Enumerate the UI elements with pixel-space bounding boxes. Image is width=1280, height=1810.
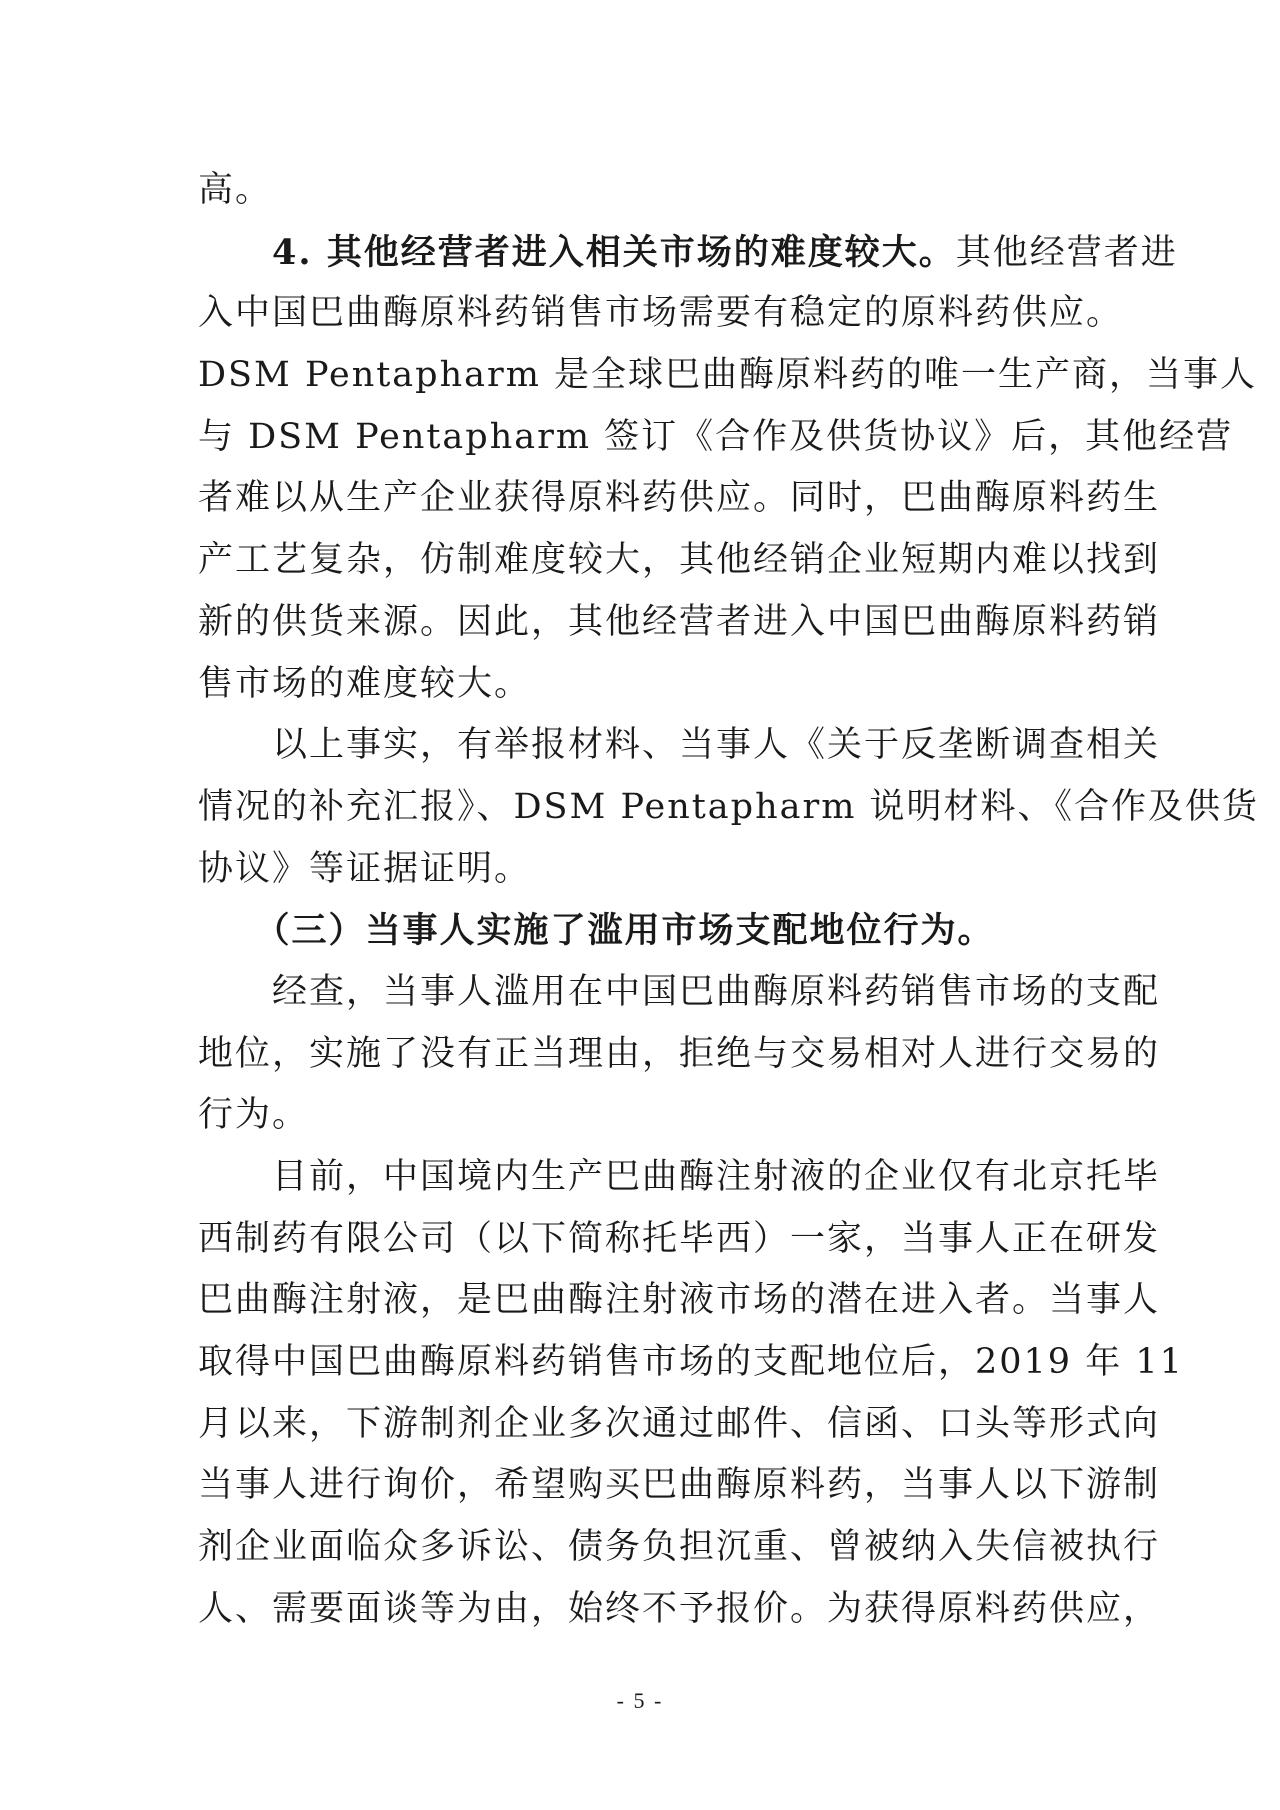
text-line: DSM Pentapharm 是全球巴曲酶原料药的唯一生产商，当事人: [198, 355, 1258, 396]
text-line: 地位，实施了没有正当理由，拒绝与交易相对人进行交易的: [198, 1033, 1161, 1074]
text-line: 入中国巴曲酶原料药销售市场需要有稳定的原料药供应。: [198, 293, 1124, 334]
bold-heading-segment: 4. 其他经营者进入相关市场的难度较大。: [198, 231, 956, 273]
text-line: 西制药有限公司（以下简称托毕西）一家，当事人正在研发: [198, 1218, 1161, 1259]
text-line: 情况的补充汇报》、DSM Pentapharm 说明材料、《合作及供货: [198, 786, 1260, 827]
body-text: [198, 160, 1260, 1641]
text-line: 剂企业面临众多诉讼、债务负担沉重、曾被纳入失信被执行: [198, 1527, 1161, 1568]
text-line: 取得中国巴曲酶原料药销售市场的支配地位后，2019 年 11: [198, 1342, 1184, 1383]
text-line: 新的供货来源。因此，其他经营者进入中国巴曲酶原料药销: [198, 601, 1161, 642]
page-number: - 5 -: [616, 1688, 664, 1713]
text-line: 巴曲酶注射液，是巴曲酶注射液市场的潜在进入者。当事人: [198, 1280, 1161, 1321]
text-line: 与 DSM Pentapharm 签订《合作及供货协议》后，其他经营: [198, 416, 1234, 457]
text-line: 经查，当事人滥用在中国巴曲酶原料药销售市场的支配: [198, 971, 1161, 1012]
text-line: 行为。: [198, 1095, 310, 1136]
text-line: 以上事实，有举报材料、当事人《关于反垄断调查相关: [198, 725, 1161, 766]
text-line: 高。: [198, 170, 273, 210]
text-line: （三）当事人实施了滥用市场支配地位行为。: [198, 910, 995, 952]
text-line: 目前，中国境内生产巴曲酶注射液的企业仅有北京托毕: [198, 1157, 1161, 1197]
text-line: [198, 222, 1178, 284]
text-segment: 其他经营者进: [955, 232, 1178, 273]
text-line: 人、需要面谈等为由，始终不予报价。为获得原料药供应，: [198, 1588, 1161, 1629]
text-line: 产工艺复杂，仿制难度较大，其他经销企业短期内难以找到: [198, 540, 1161, 581]
text-line: 月以来，下游制剂企业多次通过邮件、信函、口头等形式向: [198, 1403, 1161, 1444]
text-line: 售市场的难度较大。: [198, 663, 532, 704]
text-line: 者难以从生产企业获得原料药供应。同时，巴曲酶原料药生: [198, 478, 1161, 519]
text-line: 协议》等证据证明。: [198, 848, 532, 889]
text-line: 当事人进行询价，希望购买巴曲酶原料药，当事人以下游制: [198, 1465, 1161, 1506]
